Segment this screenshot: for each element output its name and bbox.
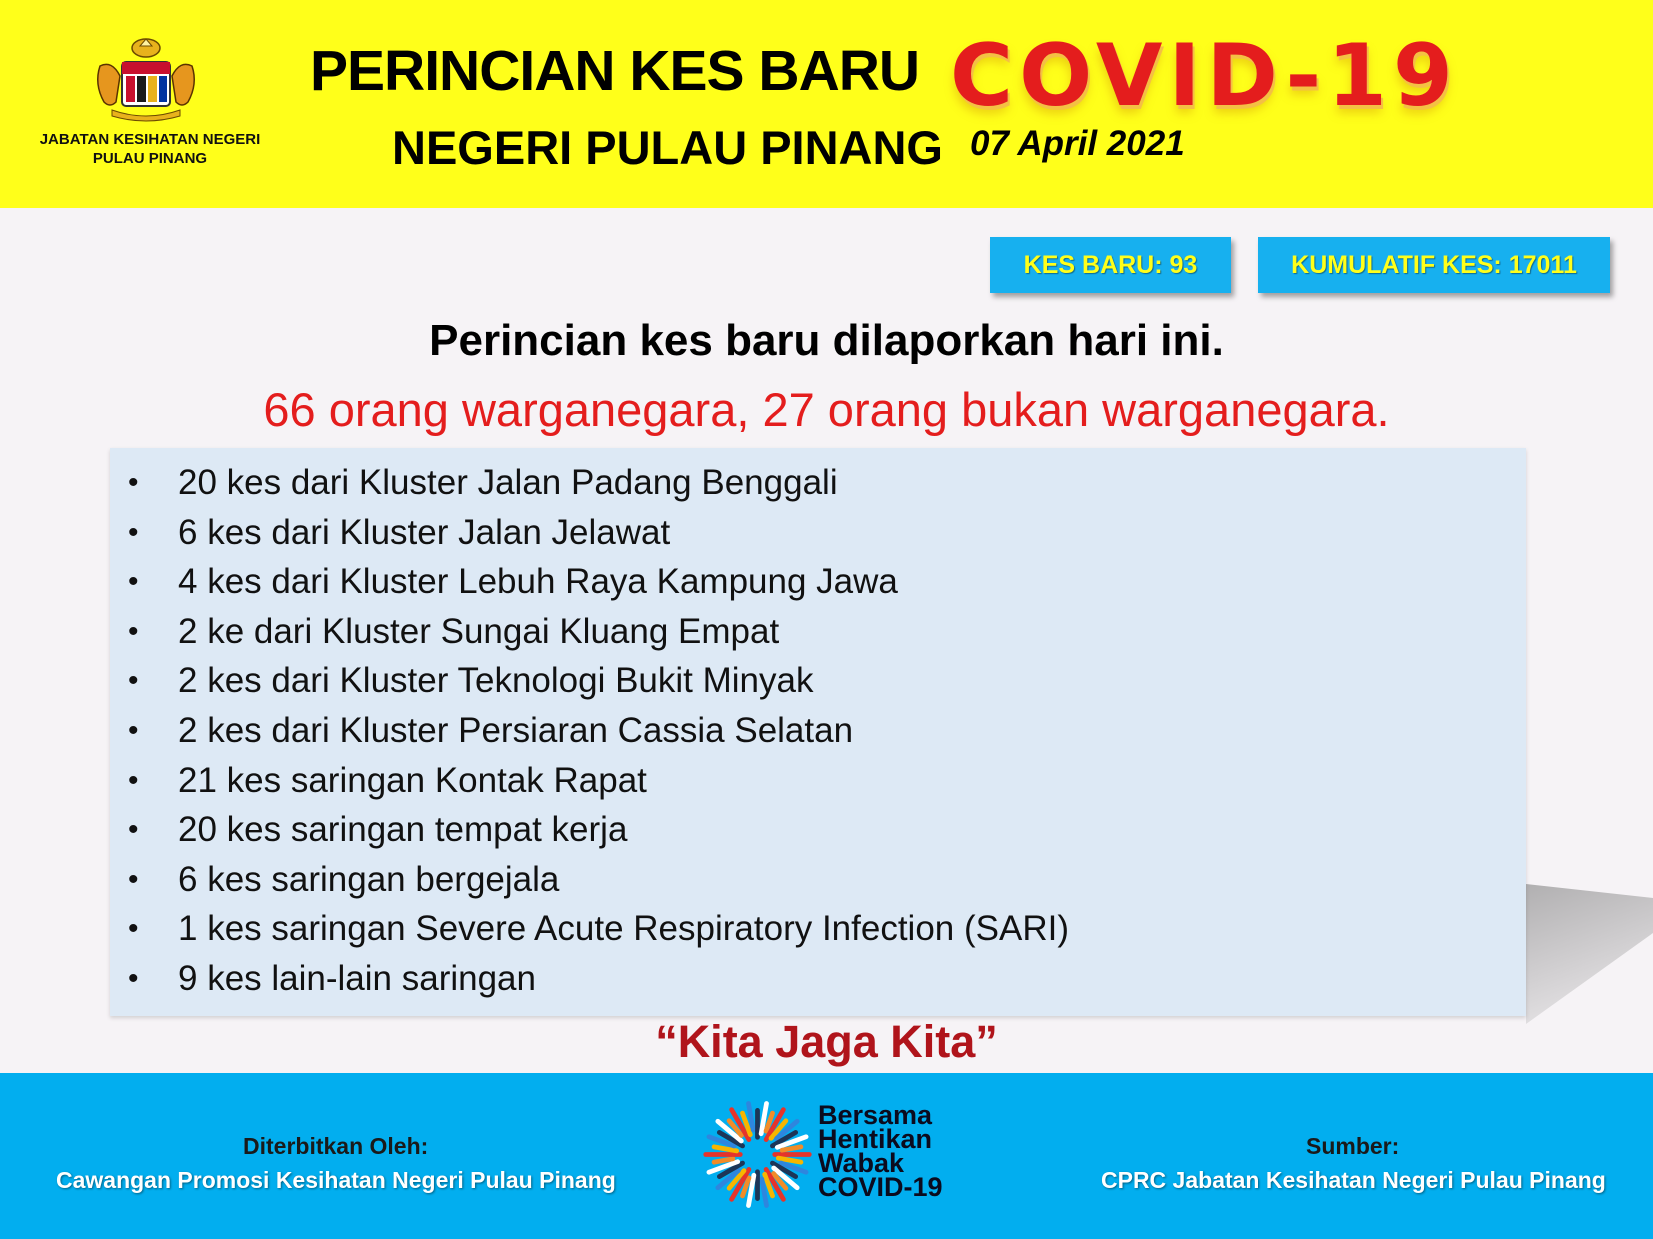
bullet-icon: •	[128, 614, 139, 648]
list-item-text: 4 kes dari Kluster Lebuh Raya Kampung Jawa	[178, 562, 898, 602]
slogan: “Kita Jaga Kita”	[655, 1016, 998, 1067]
new-cases-badge: KES BARU: 93	[990, 237, 1231, 293]
source-label: Sumber:	[1306, 1133, 1400, 1159]
list-item	[110, 904, 1526, 954]
list-item	[110, 607, 1526, 657]
bullet-icon: •	[128, 664, 139, 698]
bullet-icon: •	[128, 565, 139, 599]
list-item	[110, 706, 1526, 756]
list-item-text: 6 kes dari Kluster Jalan Jelawat	[178, 512, 671, 552]
cumulative-cases-badge: KUMULATIF KES: 17011	[1258, 237, 1610, 293]
bullet-icon: •	[128, 912, 139, 946]
bullet-icon: •	[128, 713, 139, 747]
bullet-icon: •	[128, 466, 139, 499]
covid-title: COVID-19	[950, 26, 1459, 126]
report-date: 07 April 2021	[970, 124, 1185, 163]
department-name-line1: JABATAN KESIHATAN NEGERI	[39, 131, 261, 148]
list-item-text: 20 kes dari Kluster Jalan Padang Benggali	[178, 463, 838, 502]
list-item	[110, 855, 1526, 905]
page-title: PERINCIAN KES BARU	[310, 39, 920, 103]
list-item-text: 2 kes dari Kluster Persiaran Cassia Selatan	[178, 710, 854, 750]
list-item	[110, 458, 1526, 508]
bullet-icon: •	[128, 862, 139, 896]
citizenship-summary: 66 orang warganegara, 27 orang bukan warganegara.	[263, 383, 1390, 436]
department-name-line2: PULAU PINANG	[92, 150, 208, 167]
list-item	[110, 508, 1526, 558]
list-item	[110, 656, 1526, 706]
state-name: NEGERI PULAU PINANG	[392, 121, 943, 174]
list-item	[110, 756, 1526, 806]
campaign-line4: COVID-19	[818, 1172, 943, 1202]
list-item	[110, 954, 1526, 1004]
case-breakdown-box	[110, 448, 1526, 1016]
publisher-value: Cawangan Promosi Kesihatan Negeri Pulau Pinang	[56, 1167, 616, 1193]
case-breakdown-list	[110, 448, 1526, 1004]
list-item	[110, 805, 1526, 855]
bullet-icon: •	[128, 813, 139, 847]
footer-banner	[0, 1073, 1653, 1239]
bullet-icon: •	[128, 961, 139, 995]
publisher-label: Diterbitkan Oleh:	[243, 1133, 429, 1159]
bullet-icon: •	[128, 515, 139, 549]
list-item-text: 21 kes saringan Kontak Rapat	[178, 760, 647, 800]
bullet-icon: •	[128, 763, 139, 797]
campaign-logo-text	[818, 1100, 943, 1202]
list-item-text: 1 kes saringan Severe Acute Respiratory Infection (SARI)	[178, 909, 1069, 949]
list-item-text: 9 kes lain-lain saringan	[178, 958, 536, 998]
section-heading: Perincian kes baru dilaporkan hari ini.	[429, 316, 1224, 365]
header-banner	[0, 0, 1653, 208]
department-name	[20, 130, 280, 168]
list-item-text: 20 kes saringan tempat kerja	[178, 810, 628, 850]
campaign-line2: Hentikan	[818, 1124, 933, 1154]
campaign-line1: Bersama	[818, 1100, 933, 1130]
list-item-text: 6 kes saringan bergejala	[178, 859, 560, 899]
list-item-text: 2 ke dari Kluster Sungai Kluang Empat	[178, 611, 780, 651]
list-item-text: 2 kes dari Kluster Teknologi Bukit Minyak	[178, 661, 814, 701]
campaign-line3: Wabak	[818, 1148, 905, 1178]
source-value: CPRC Jabatan Kesihatan Negeri Pulau Pinang	[1101, 1167, 1606, 1193]
list-item	[110, 557, 1526, 607]
coat-of-arms-icon	[86, 36, 206, 124]
decorative-shadow	[1526, 884, 1653, 1024]
campaign-wheel-icon	[700, 1097, 815, 1212]
